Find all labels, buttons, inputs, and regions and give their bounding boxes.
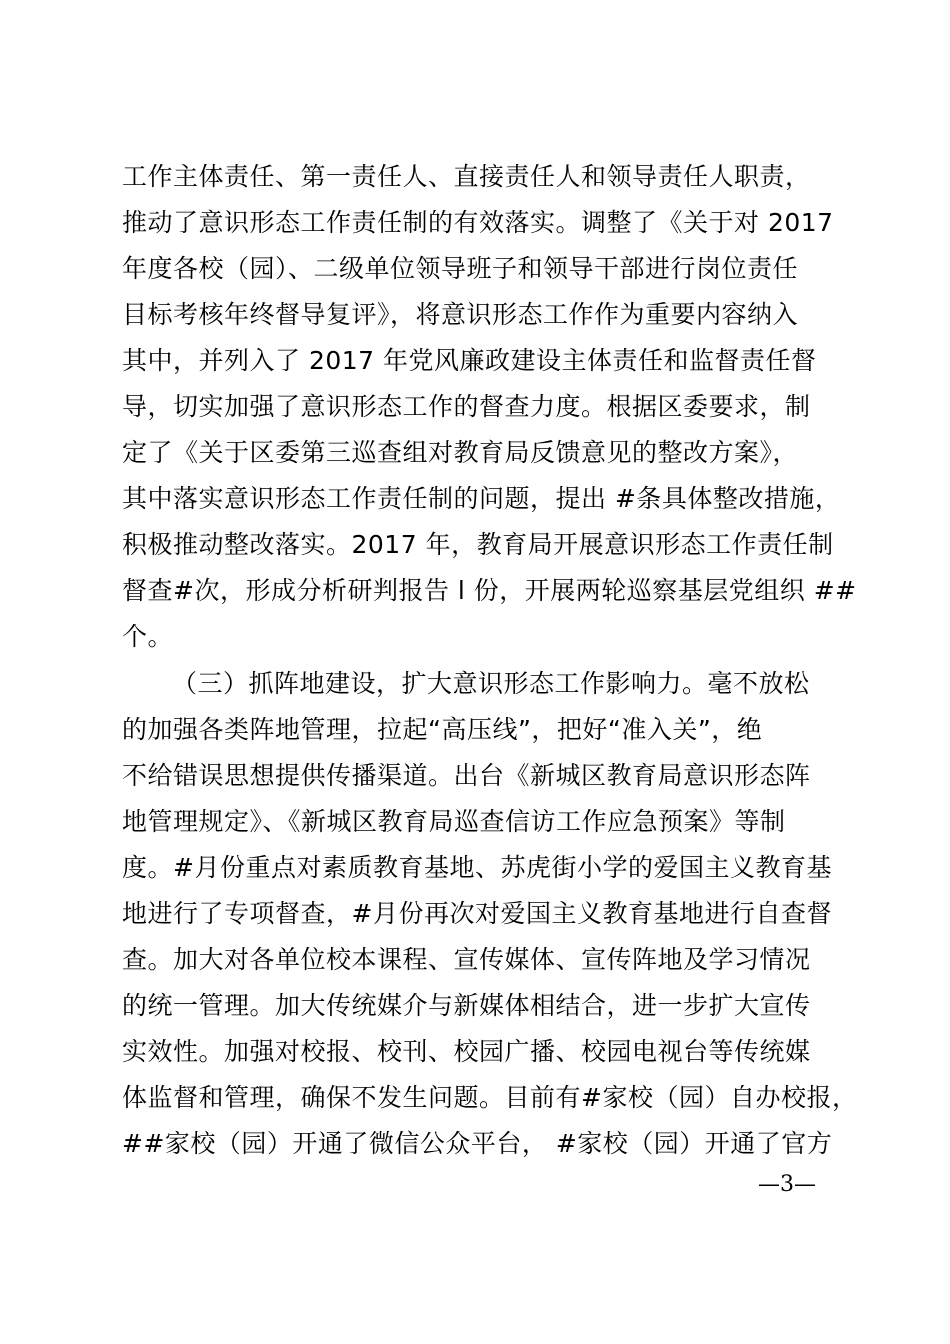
section-heading-line: （三）抓阵地建设，扩大意识形态工作影响力。毫不放松 xyxy=(172,669,810,698)
text-line: 目标考核年终督导复评》，将意识形态工作作为重要内容纳入 xyxy=(122,300,799,329)
text-line: 工作主体责任、第一责任人、直接责任人和领导责任人职责， xyxy=(122,162,811,191)
text-line: 年度各校（园）、二级单位领导班子和领导干部进行岗位责任 xyxy=(122,254,799,283)
text-line: 实效性。加强对校报、校刊、校园广播、校园电视台等传统媒 xyxy=(122,1037,811,1066)
text-line: 督查#次，形成分析研判报告 l 份，开展两轮巡察基层党组织 ## xyxy=(122,576,857,605)
text-line: 地管理规定》、《新城区教育局巡查信访工作应急预案》等制 xyxy=(122,807,786,836)
text-line: 不给错误思想提供传播渠道。出台《新城区教育局意识形态阵 xyxy=(122,761,811,790)
text-line: 度。#月份重点对素质教育基地、苏虎街小学的爱国主义教育基 xyxy=(122,853,832,882)
text-line: 体监督和管理，确保不发生问题。目前有#家校（园）自办校报， xyxy=(122,1083,858,1112)
text-line: 的加强各类阵地管理，拉起“高压线”，把好“准入关”，绝 xyxy=(122,715,763,744)
text-line: ##家校（园）开通了微信公众平台， #家校（园）开通了官方 xyxy=(122,1129,833,1158)
text-line: 导，切实加强了意识形态工作的督查力度。根据区委要求，制 xyxy=(122,392,811,421)
text-line: 的统一管理。加大传统媒介与新媒体相结合，进一步扩大宣传 xyxy=(122,991,811,1020)
text-line: 地进行了专项督查，#月份再次对爱国主义教育基地进行自查督 xyxy=(122,899,832,928)
text-line: 积极推动整改落实。2017 年，教育局开展意识形态工作责任制 xyxy=(122,530,834,559)
text-line: 查。加大对各单位校本课程、宣传媒体、宣传阵地及学习情况 xyxy=(122,945,811,974)
text-line: 个。 xyxy=(122,622,174,651)
text-line: 定了《关于区委第三巡查组对教育局反馈意见的整改方案》， xyxy=(122,438,799,467)
text-line: 推动了意识形态工作责任制的有效落实。调整了《关于对 2017 xyxy=(122,208,834,237)
page-number: —3— xyxy=(758,1172,816,1197)
text-line: 其中落实意识形态工作责任制的问题，提出 #条具体整改措施， xyxy=(122,484,841,513)
text-line: 其中，并列入了 2017 年党风廉政建设主体责任和监督责任督 xyxy=(122,346,817,375)
